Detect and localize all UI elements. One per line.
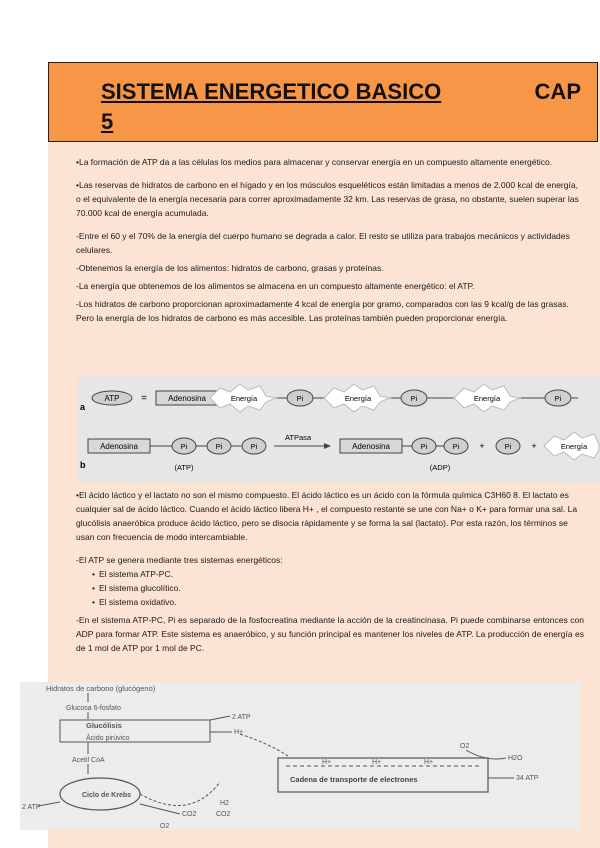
label-b: b [80, 460, 86, 470]
h2o-label: H2O [508, 755, 523, 762]
h-plus-1: H+ [322, 759, 332, 766]
adp-paren-label: (ADP) [429, 463, 451, 472]
adenosina-label-b1: Adenosina [100, 442, 138, 451]
energia-label-2: Energía [344, 394, 372, 403]
atp-left-arrow [38, 802, 60, 806]
paragraph-lactic-acid: •El ácido láctico y el lactato no son el mismo compuesto. El ácido láctico es un ácido con la fórmula química C3H60 8. El lactato es cualquier sal de ácido láctico. Cuando el ácido láctico libera H+ , el compuesto restante se une con Na+ o K+ para formar una sal. La glucólisis anaeróbica produce ácido láctico, pero se disocia rápidamente y se forma la sal (lactato). Por esta razón, los términos se usan con frecuencia de modo intercambiable. [76, 490, 578, 542]
metabolism-diagram [20, 682, 580, 830]
label-a: a [80, 402, 86, 412]
glucosa-label: Glucosa 6-fosfato [66, 705, 121, 712]
adenosina-label: Adenosina [168, 394, 206, 403]
atpasa-label: ATPasa [284, 433, 312, 442]
energia-label-b: Energía [560, 442, 588, 451]
pi-label-1: Pi [296, 394, 304, 403]
metabolism-diagram-svg [20, 682, 580, 830]
pi-label-b4: Pi [420, 442, 428, 451]
paragraph-kcal: -Los hidratos de carbono proporcionan aproximadamente 4 kcal de energía por gramo, comparados con las 9 kcal/g de las grasas. Pero la energía de los hidratos de carbono es más accesible. Las proteínas también pueden proporcionar energía. [76, 299, 569, 323]
o2-right-label: O2 [460, 743, 470, 750]
pi-label-b1: Pi [180, 442, 188, 451]
atp-label: ATP [104, 394, 120, 403]
paragraph-atp-pc: -En el sistema ATP-PC, Pi es separado de la fosfocreatina mediante la acción de la creatincinasa. Pi puede combinarse entonces con ADP para formar ATP. Este sistema es anaeróbico, y su función principal es mantener los niveles de ATP. La producción de energía es de 1 mol de ATP por 1 mol de PC. [76, 615, 584, 653]
paragraph-food-energy: -Obtenemos la energía de los alimentos: hidratos de carbono, grasas y proteínas. [76, 263, 384, 273]
paragraph-atp-storage: -La energía que obtenemos de los alimentos se almacena en un compuesto altamente energético: el ATP. [76, 281, 475, 291]
acido-label: Ácido pirúvico [86, 735, 130, 742]
chapter-label: CAP [534, 79, 581, 104]
system-item: • El sistema glucolítico. [92, 581, 584, 595]
hidratos-label: Hidratos de carbono (glucógeno) [46, 684, 156, 693]
plus-sign-1: + [479, 441, 485, 451]
title-text: SISTEMA ENERGETICO BASICO [101, 79, 442, 104]
glucolisis-box [60, 720, 210, 742]
h-plus-3: H+ [424, 759, 434, 766]
body-text-2 [76, 488, 584, 655]
pi-label-2: Pi [410, 394, 418, 403]
o2-label: O2 [160, 823, 170, 830]
co2-mid-label: CO2 [182, 811, 197, 818]
pi-label-3: Pi [554, 394, 562, 403]
h-top-label: H+ [234, 729, 244, 736]
energia-label-3: Energía [473, 394, 501, 403]
chapter-number: 5 [101, 109, 114, 134]
cadena-label: Cadena de transporte de electrones [290, 775, 418, 784]
atp34-label: 34 ATP [516, 775, 539, 782]
paragraph-three-systems: -El ATP se genera mediante tres sistemas energéticos: [76, 555, 283, 565]
reaction-arrow-head [324, 443, 331, 449]
energia-label-1: Energía [230, 394, 258, 403]
adenosina-label-b2: Adenosina [352, 442, 390, 451]
glucolisis-label: Glucólisis [86, 721, 122, 730]
systems-list [76, 567, 584, 609]
acetil-label: Acetil CoA [72, 757, 105, 764]
paragraph-reserves: •Las reservas de hidratos de carbono en el hígado y en los músculos esqueléticos están limitadas a menos de 2.000 kcal de energía, o el equivalente de la energía necesaria para correr aproximadamente 32 km. Las reservas de grasa, no obstante, suelen superar las 70.000 kcal de energía acumulada. [76, 180, 579, 218]
body-text [76, 155, 584, 325]
pi-label-b6: Pi [504, 442, 512, 451]
page-title [101, 77, 581, 137]
system-item: • El sistema ATP-PC. [92, 567, 584, 581]
krebs-label: Ciclo de Krebs [82, 792, 132, 799]
paragraph-heat: -Entre el 60 y el 70% de la energía del cuerpo humano se degrada a calor. El resto se utiliza para trabajos mecánicos y actividades celulares. [76, 231, 570, 255]
plus-sign-2: + [531, 441, 537, 451]
atp-paren-label: (ATP) [174, 463, 194, 472]
atp-diagram-svg [78, 376, 600, 482]
dashed-path-krebs [140, 782, 220, 806]
paragraph-atp-formation: •La formación de ATP da a las células los medios para almacenar y conservar energía en un compuesto altamente energético. [76, 157, 553, 167]
system-item: • El sistema oxidativo. [92, 595, 584, 609]
pi-label-b5: Pi [452, 442, 460, 451]
atp-diagram [78, 376, 600, 482]
pi-label-b2: Pi [215, 442, 223, 451]
h2-label: H2 [220, 800, 229, 807]
h-plus-2: H+ [372, 759, 382, 766]
co2-label: CO2 [216, 811, 231, 818]
atp-arrow-top [210, 716, 230, 720]
atp2-label: 2 ATP [232, 714, 251, 721]
equals-sign: = [141, 393, 147, 404]
title-banner [48, 62, 598, 142]
pi-label-b3: Pi [250, 442, 258, 451]
dashed-path-top [240, 734, 288, 756]
atp-left-label: 2 ATP [22, 804, 41, 811]
